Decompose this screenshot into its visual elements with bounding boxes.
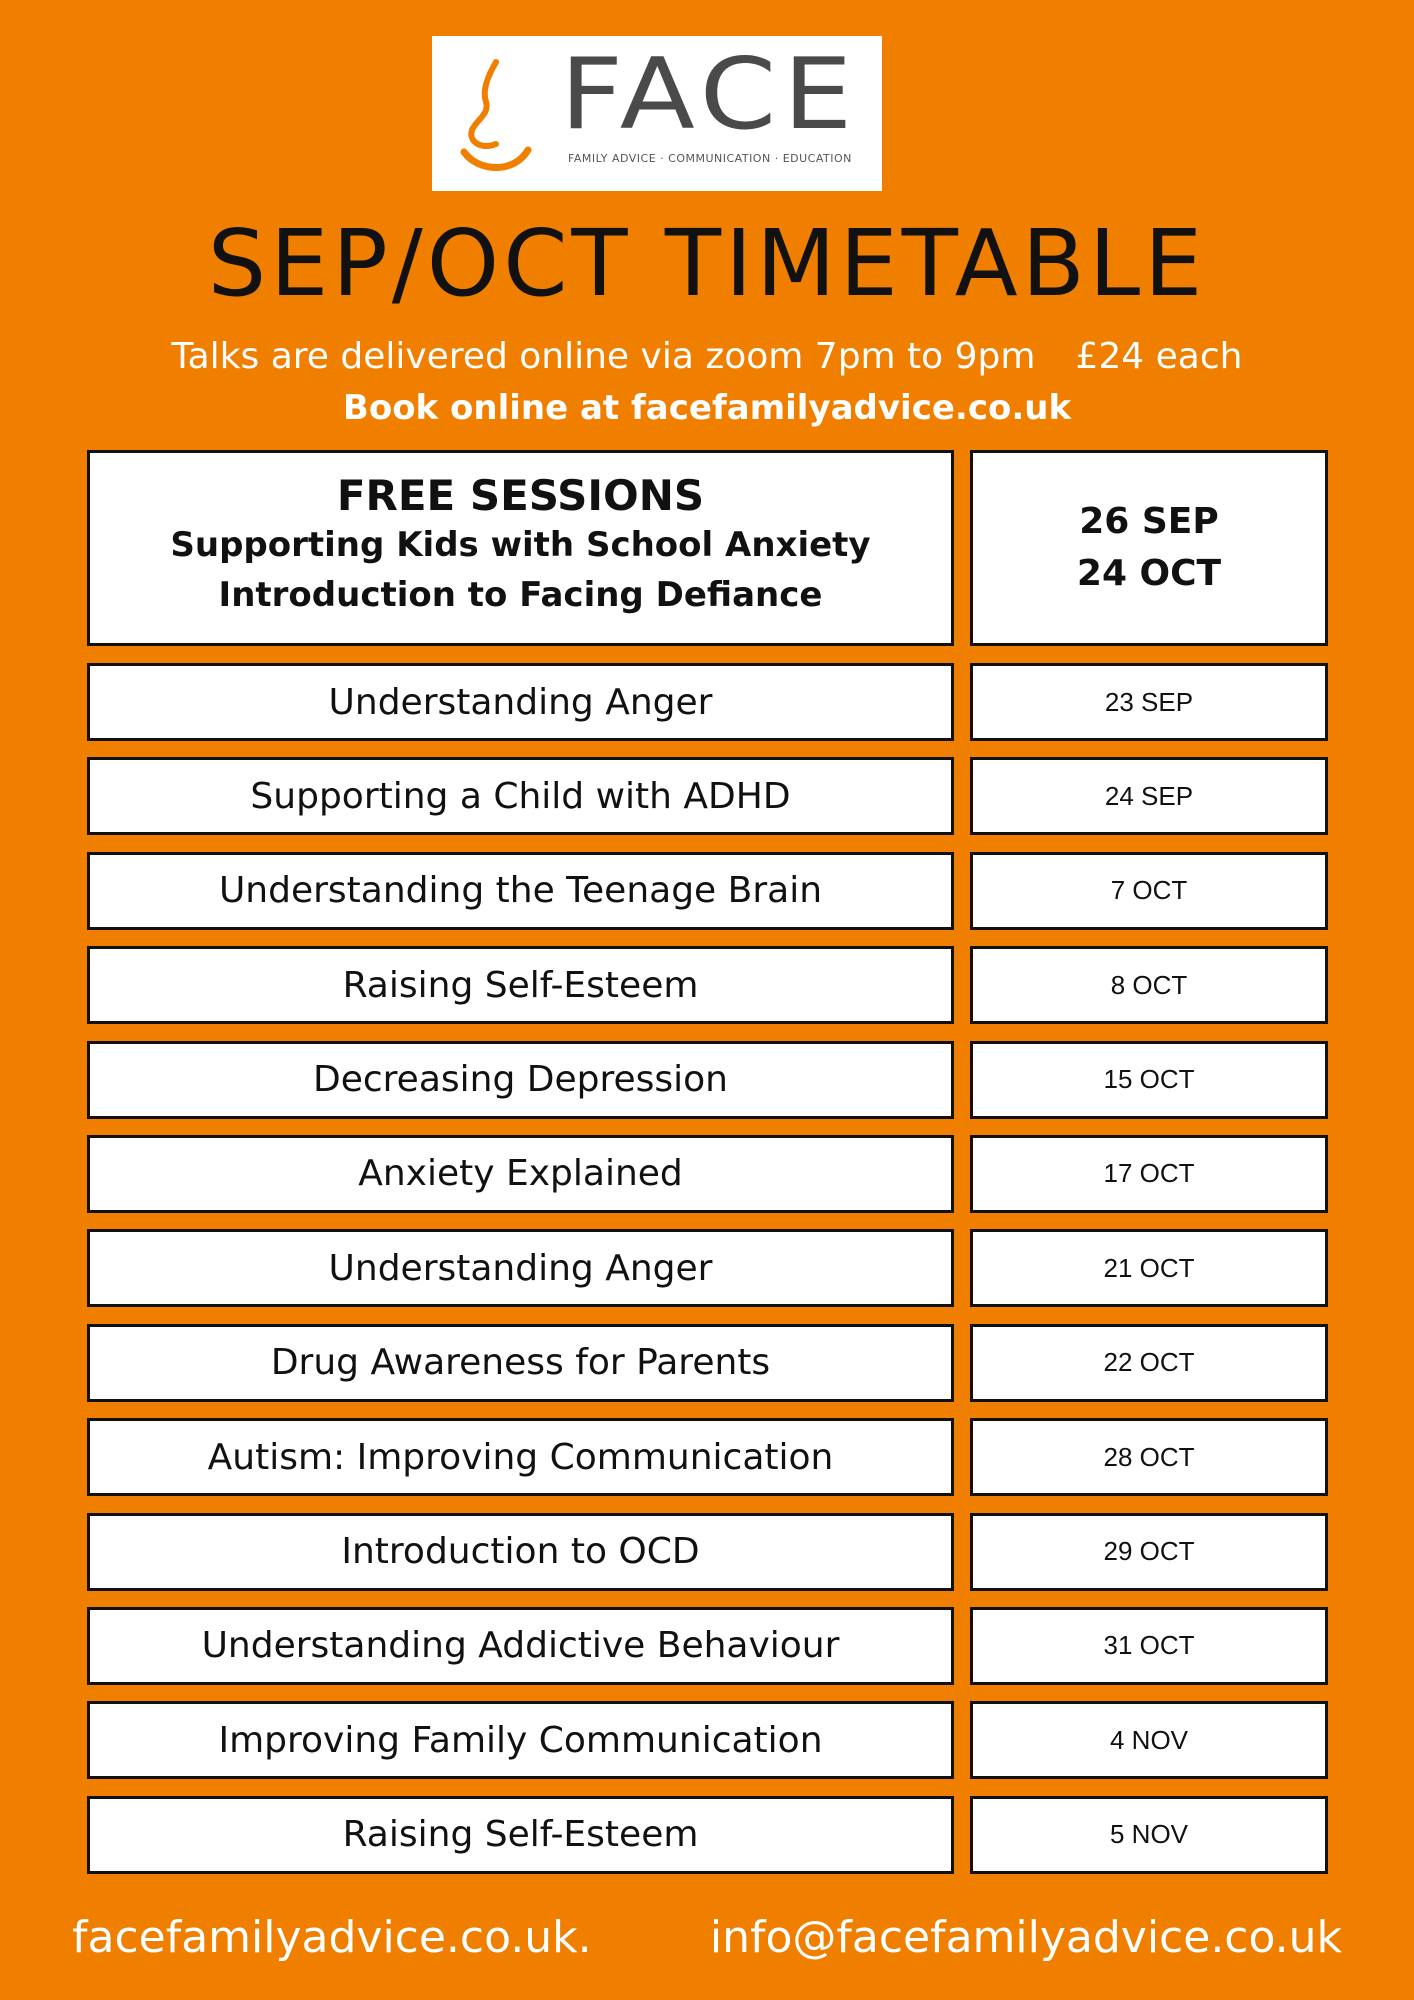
timetable-row: [87, 1701, 1328, 1779]
page-title: SEP/OCT TIMETABLE: [207, 210, 1207, 317]
session-date: 21 OCT: [970, 1229, 1328, 1307]
timetable-row: [87, 757, 1328, 835]
session-title: Anxiety Explained: [87, 1135, 954, 1213]
face-profile-icon: [456, 56, 546, 176]
session-date: 31 OCT: [970, 1607, 1328, 1685]
subtitle-delivery: Talks are delivered online via zoom 7pm to 9pm: [171, 336, 1036, 377]
timetable-row: [87, 1135, 1328, 1213]
session-title: Understanding Addictive Behaviour: [87, 1607, 954, 1685]
free-session-title: Supporting Kids with School Anxiety: [170, 525, 871, 566]
free-sessions-dates-box: [970, 450, 1328, 646]
logo-wordmark: FACE: [560, 38, 860, 152]
session-date: 17 OCT: [970, 1135, 1328, 1213]
session-date: 28 OCT: [970, 1418, 1328, 1496]
free-session-date: 24 OCT: [1076, 553, 1222, 594]
session-date: 24 SEP: [970, 757, 1328, 835]
timetable-row: [87, 1418, 1328, 1496]
session-date: 22 OCT: [970, 1324, 1328, 1402]
timetable-row: [87, 1229, 1328, 1307]
free-sessions-heading: FREE SESSIONS: [336, 471, 705, 520]
footer-email: info@facefamilyadvice.co.uk: [709, 1912, 1342, 1963]
timetable-row: [87, 946, 1328, 1024]
session-title: Understanding the Teenage Brain: [87, 852, 954, 930]
timetable-row: [87, 1513, 1328, 1591]
session-date: 15 OCT: [970, 1041, 1328, 1119]
session-title: Introduction to OCD: [87, 1513, 954, 1591]
session-date: 23 SEP: [970, 663, 1328, 741]
session-title: Autism: Improving Communication: [87, 1418, 954, 1496]
session-date: 8 OCT: [970, 946, 1328, 1024]
timetable-row: [87, 1041, 1328, 1119]
session-title: Understanding Anger: [87, 1229, 954, 1307]
session-title: Raising Self-Esteem: [87, 946, 954, 1024]
session-title: Raising Self-Esteem: [87, 1796, 954, 1874]
timetable-row: [87, 1607, 1328, 1685]
free-session-date: 26 SEP: [1079, 500, 1219, 542]
timetable-row: [87, 1324, 1328, 1402]
timetable-row: [87, 852, 1328, 930]
timetable: [87, 663, 1328, 1890]
session-date: 29 OCT: [970, 1513, 1328, 1591]
subtitle-price: £24 each: [1075, 336, 1243, 377]
session-date: 7 OCT: [970, 852, 1328, 930]
booking-link-text: Book online at facefamilyadvice.co.uk: [342, 388, 1072, 428]
footer-website: facefamilyadvice.co.uk.: [72, 1912, 592, 1963]
session-date: 4 NOV: [970, 1701, 1328, 1779]
session-title: Supporting a Child with ADHD: [87, 757, 954, 835]
subtitle: [0, 336, 1414, 377]
free-sessions-box: [87, 450, 954, 646]
logo-tagline: FAMILY ADVICE · COMMUNICATION · EDUCATION: [568, 152, 852, 165]
face-logo: [432, 36, 882, 191]
free-session-title: Introduction to Facing Defiance: [218, 574, 823, 615]
timetable-row: [87, 663, 1328, 741]
session-date: 5 NOV: [970, 1796, 1328, 1874]
session-title: Improving Family Communication: [87, 1701, 954, 1779]
session-title: Understanding Anger: [87, 663, 954, 741]
session-title: Decreasing Depression: [87, 1041, 954, 1119]
timetable-row: [87, 1796, 1328, 1874]
session-title: Drug Awareness for Parents: [87, 1324, 954, 1402]
